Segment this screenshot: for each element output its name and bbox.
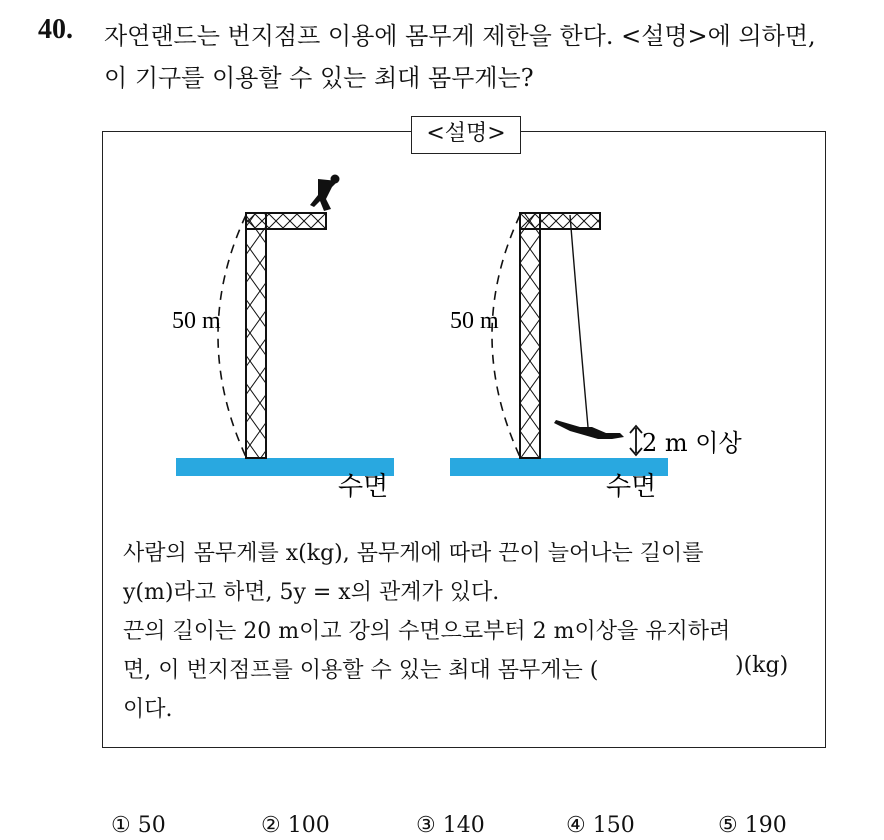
bungee-cord [570,215,588,427]
answer-blank-unit: )(kg) [735,653,789,678]
right-scene [450,213,742,502]
tower-left [246,213,266,458]
clearance-label: 2 m 이상 [642,429,742,457]
height-arc-left [218,215,246,457]
choice-1[interactable]: ① 50 [111,813,166,838]
clearance-arrow [630,426,642,455]
choice-3[interactable]: ③ 140 [416,813,485,838]
explanation-text-line-1: 사람의 몸무게를 x(kg), 몸무게에 따라 끈이 늘어나는 길이를 [123,541,704,566]
tower-right [520,213,540,458]
height-label-right: 50 m [450,308,499,334]
question-number: 40. [38,14,73,45]
jumper-figure [310,175,340,212]
height-label-left: 50 m [172,308,221,334]
water-label-left: 수면 [338,472,389,502]
left-scene [172,175,394,503]
explanation-text-line-2: y(m)라고 하면, 5y = x의 관계가 있다. [123,580,500,605]
explanation-text-line-4: 면, 이 번지점프를 이용할 수 있는 최대 몸무게는 ( [123,658,599,683]
bungee-figure [150,165,770,510]
platform-right [520,213,600,229]
explanation-box-title: <설명> [411,116,521,154]
question-text-line-1: 자연랜드는 번지점프 이용에 몸무게 제한을 한다. <설명>에 의하면, [104,22,816,50]
question-text-line-2: 이 기구를 이용할 수 있는 최대 몸무게는? [104,64,534,92]
choice-2[interactable]: ② 100 [261,813,330,838]
water-label-right: 수면 [606,472,657,502]
explanation-text-line-3: 끈의 길이는 20 m이고 강의 수면으로부터 2 m이상을 유지하려 [123,619,731,644]
falling-jumper-figure [554,420,624,439]
height-arc-right [492,215,520,457]
choice-4[interactable]: ④ 150 [566,813,635,838]
explanation-text-line-5: 이다. [123,697,173,722]
choice-5[interactable]: ⑤ 190 [718,813,787,838]
platform-left [246,213,326,229]
